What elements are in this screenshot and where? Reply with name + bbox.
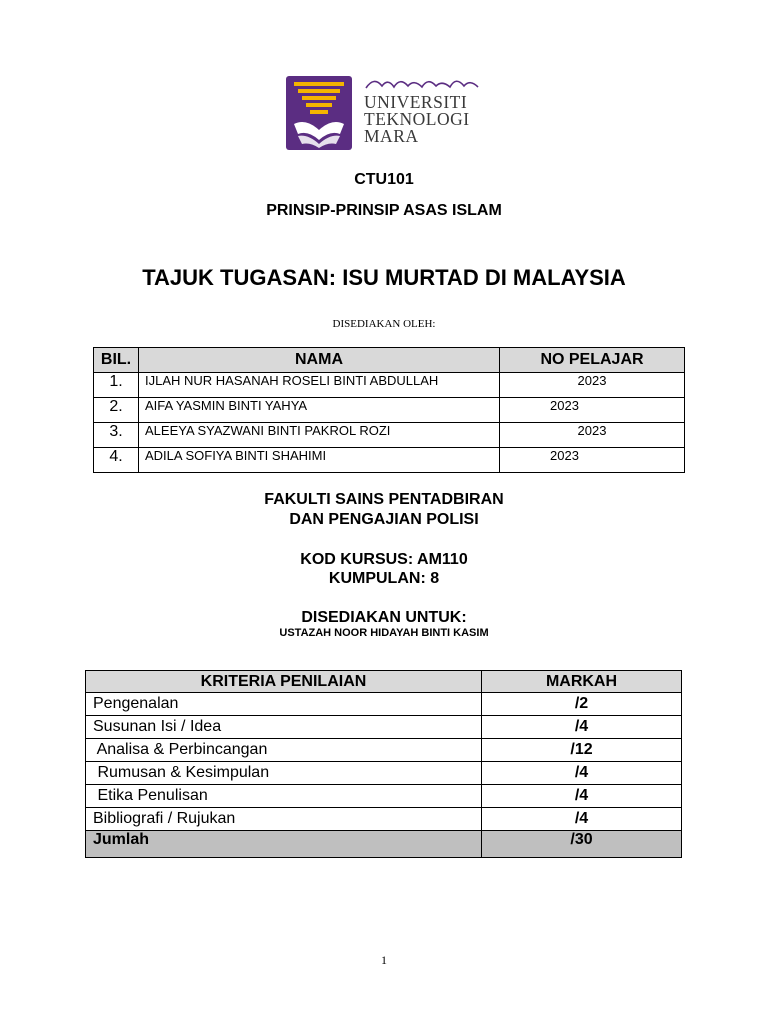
criteria-label: Pengenalan — [86, 693, 482, 716]
criteria-label: Susunan Isi / Idea — [86, 716, 482, 739]
header-kriteria: KRITERIA PENILAIAN — [86, 671, 482, 693]
student-name: ALEEYA SYAZWANI BINTI PAKROL ROZI — [139, 423, 500, 448]
criteria-mark: /2 — [482, 693, 682, 716]
row-number: 4. — [94, 448, 139, 473]
header-nama: NAMA — [139, 348, 500, 373]
students-table — [93, 347, 685, 473]
course-name: PRINSIP-PRINSIP ASAS ISLAM — [266, 202, 502, 219]
row-number: 1. — [94, 373, 139, 398]
page-number: 1 — [381, 953, 387, 967]
criteria-label: Bibliografi / Rujukan — [86, 808, 482, 831]
criteria-label: Rumusan & Kesimpulan — [86, 762, 482, 785]
table-row — [86, 693, 682, 716]
table-row — [94, 423, 685, 448]
criteria-label: Etika Penulisan — [86, 785, 482, 808]
criteria-mark: /4 — [482, 785, 682, 808]
criteria-mark: /4 — [482, 808, 682, 831]
students-table-header — [94, 348, 685, 373]
prepared-for-label: DISEDIAKAN UNTUK: — [301, 609, 467, 626]
total-mark: /30 — [482, 831, 682, 858]
criteria-mark: /12 — [482, 739, 682, 762]
criteria-table-header — [86, 671, 682, 693]
student-name: AIFA YASMIN BINTI YAHYA — [139, 398, 500, 423]
table-row — [94, 398, 685, 423]
total-label: Jumlah — [86, 831, 482, 858]
table-row — [86, 762, 682, 785]
total-row — [86, 831, 682, 858]
table-row — [86, 716, 682, 739]
logo-line-3: MARA — [364, 126, 419, 146]
row-number: 2. — [94, 398, 139, 423]
student-id: 2023 — [500, 448, 685, 473]
student-name: ADILA SOFIYA BINTI SHAHIMI — [139, 448, 500, 473]
logo-line-2: TEKNOLOGI — [364, 109, 470, 129]
crest-icon — [286, 74, 356, 154]
assignment-title: TAJUK TUGASAN: ISU MURTAD DI MALAYSIA — [142, 265, 626, 290]
header-markah: MARKAH — [482, 671, 682, 693]
header-bil: BIL. — [94, 348, 139, 373]
logo-arabic-script — [364, 74, 480, 92]
table-row — [86, 785, 682, 808]
student-id: 2023 — [500, 423, 685, 448]
row-number: 3. — [94, 423, 139, 448]
lecturer-name: USTAZAH NOOR HIDAYAH BINTI KASIM — [279, 627, 489, 639]
course-kod: KOD KURSUS: AM110 — [300, 551, 468, 568]
criteria-mark: /4 — [482, 716, 682, 739]
table-row — [94, 373, 685, 398]
group-number: KUMPULAN: 8 — [328, 570, 440, 587]
faculty-line-2: DAN PENGAJIAN POLISI — [289, 511, 479, 528]
criteria-mark: /4 — [482, 762, 682, 785]
table-row — [94, 448, 685, 473]
prepared-by-label: DISEDIAKAN OLEH: — [332, 318, 436, 330]
course-code: CTU101 — [354, 171, 414, 188]
logo-wordmark — [364, 94, 470, 145]
student-name: IJLAH NUR HASANAH ROSELI BINTI ABDULLAH — [139, 373, 500, 398]
student-id: 2023 — [500, 373, 685, 398]
table-row — [86, 739, 682, 762]
table-row — [86, 808, 682, 831]
logo-line-1: UNIVERSITI — [364, 92, 468, 112]
student-id: 2023 — [500, 398, 685, 423]
criteria-label: Analisa & Perbincangan — [86, 739, 482, 762]
faculty-line-1: FAKULTI SAINS PENTADBIRAN — [264, 491, 504, 508]
criteria-table — [85, 670, 682, 858]
header-no-pelajar: NO PELAJAR — [500, 348, 685, 373]
